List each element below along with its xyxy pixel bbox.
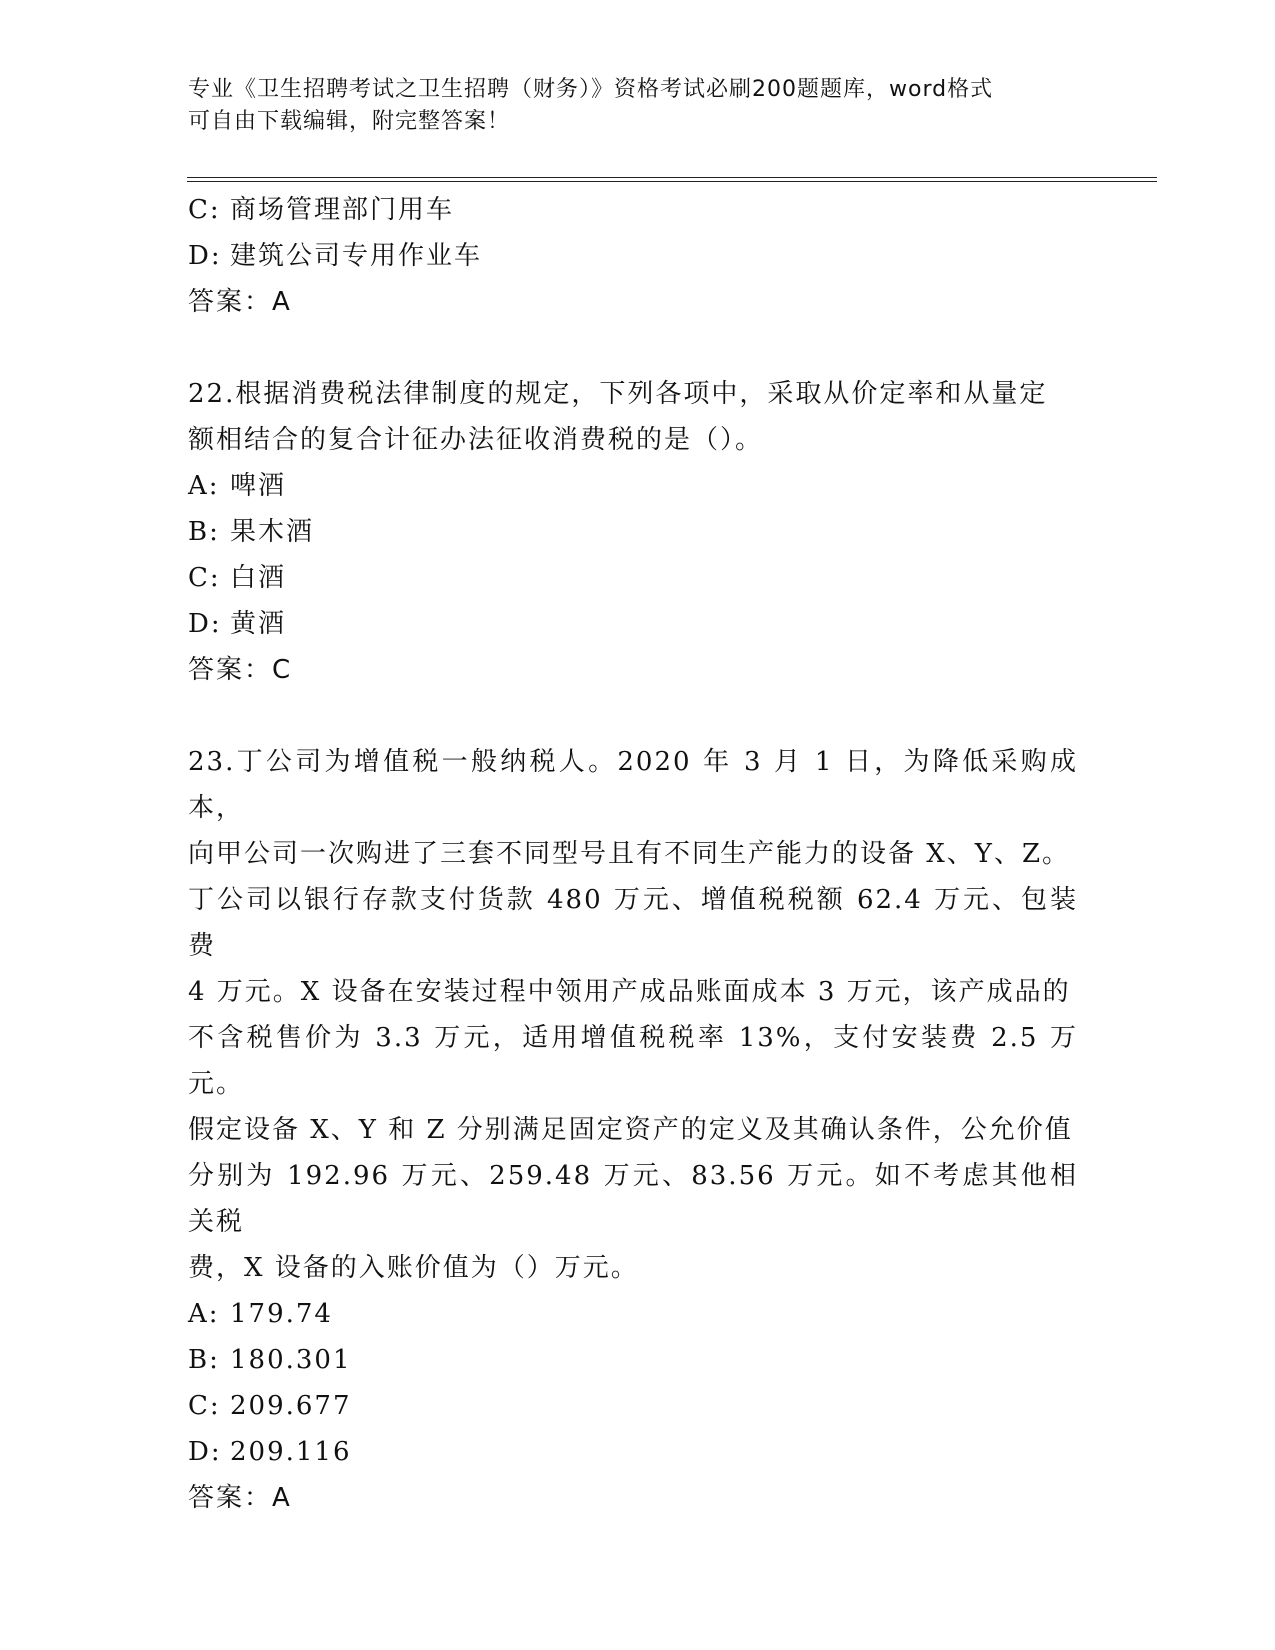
option-text: 179.74 (230, 1299, 333, 1329)
option-b (188, 509, 1078, 555)
option-d (188, 601, 1078, 647)
option-letter: C: (188, 1391, 221, 1421)
option-letter: B: (188, 1345, 220, 1375)
question-text: 23.丁公司为增值税一般纳税人。2020 年 3 月 1 日，为降低采购成本， 向甲公司一次购进了三套不同型号且有不同生产能力的设备 X、Y、Z。 丁公司以银行存款支付货款 480 万元、增值税税额 62.4 万元、包装费 4 万元。X 设备在安装过程中领用产成品账面成本 3 万元，该产成品的 不含税售价为 3.3 万元，适用增值税税率 13%，支付安装费 2.5 万元。 假定设备 X、Y 和 Z 分别满足固定资产的定义及其确认条件，公允价值 分别为 192.96 万元、259.48 万元、83.56 万元。如不考虑其他相关税 费，X 设备的入账价值为（）万元。 (188, 747, 1078, 1283)
question-22 (188, 371, 1078, 693)
option-letter: B: (188, 517, 220, 547)
option-letter: D: (188, 609, 222, 639)
previous-question-tail (188, 187, 1078, 325)
option-text: 啤酒 (230, 471, 287, 501)
option-text: 建筑公司专用作业车 (230, 241, 483, 271)
option-d (188, 1429, 1078, 1475)
option-c (188, 1383, 1078, 1429)
option-letter: A: (188, 1299, 220, 1329)
option-a (188, 463, 1078, 509)
option-letter: D: (188, 1437, 222, 1467)
option-letter: A: (188, 471, 220, 501)
answer-line: 答案：C (188, 655, 293, 685)
page-header: 专业《卫生招聘考试之卫生招聘（财务）》资格考试必刷200题题库，word格式 可自由下载编辑，附完整答案！ (188, 77, 994, 134)
option-d (188, 233, 1078, 279)
option-letter: D: (188, 241, 222, 271)
option-text: 209.677 (230, 1391, 352, 1421)
document-body (188, 187, 1078, 1521)
option-letter: C: (188, 195, 221, 225)
header-divider (187, 177, 1157, 182)
option-a (188, 1291, 1078, 1337)
option-text: 黄酒 (230, 609, 287, 639)
question-23 (188, 739, 1078, 1521)
option-c (188, 187, 1078, 233)
option-text: 209.116 (230, 1437, 352, 1467)
option-text: 白酒 (230, 563, 287, 593)
option-text: 果木酒 (230, 517, 315, 547)
answer-line: 答案：A (188, 1483, 292, 1513)
question-text: 22.根据消费税法律制度的规定，下列各项中，采取从价定率和从量定 额相结合的复合计征办法征收消费税的是（）。 (188, 379, 1048, 455)
option-c (188, 555, 1078, 601)
option-letter: C: (188, 563, 221, 593)
option-text: 180.301 (230, 1345, 352, 1375)
answer-line: 答案：A (188, 287, 292, 317)
option-b (188, 1337, 1078, 1383)
option-text: 商场管理部门用车 (230, 195, 455, 225)
